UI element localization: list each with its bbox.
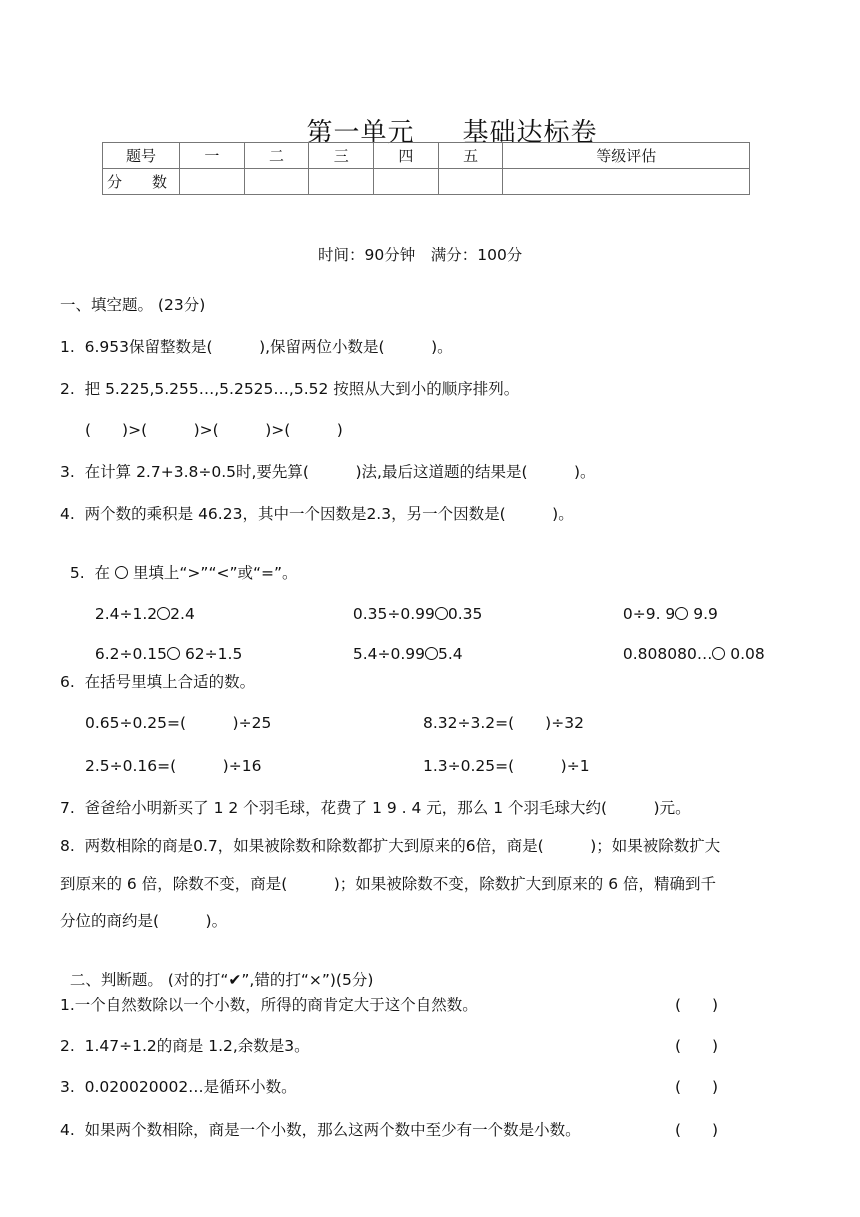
- score-input-cell[interactable]: [374, 169, 439, 195]
- compare-left: 0.808080…: [622, 645, 713, 663]
- compare-right: 0.35: [447, 605, 483, 623]
- check-icon: ✔: [228, 971, 242, 989]
- question-8-line: 8. 两数相除的商是0.7，如果被除数和除数都扩大到原来的6倍，商是( )；如果被除数扩大: [60, 837, 721, 855]
- score-cell: 三: [309, 143, 374, 169]
- score-cell: 四: [374, 143, 439, 169]
- score-cell: 一: [180, 143, 245, 169]
- circle-icon: [115, 566, 128, 579]
- question-1: 1. 6.953保留整数是( ),保留两位小数是( )。: [60, 338, 453, 356]
- judge-item: 1.一个自然数除以一个小数，所得的商肯定大于这个自然数。: [60, 996, 478, 1014]
- fill-item: 2.5÷0.16=( )÷16: [85, 757, 262, 775]
- title-unit: 第一单元: [306, 118, 415, 148]
- score-table: [102, 142, 750, 195]
- score-label: 分 数: [103, 169, 180, 195]
- answer-blank[interactable]: ( ): [675, 1121, 719, 1139]
- question-6: 6. 在括号里填上合适的数。: [60, 673, 256, 691]
- judge-item: 2. 1.47÷1.2的商是 1.2,余数是3。: [60, 1037, 310, 1055]
- question-5-suffix: 里填上“>”“<”或“=”。: [132, 564, 298, 582]
- compare-left: 0÷9. 9: [622, 605, 676, 623]
- question-4: 4. 两个数的乘积是 46.23，其中一个因数是2.3，另一个因数是( )。: [60, 505, 574, 523]
- compare-right: 9.9: [688, 605, 718, 623]
- question-5: [60, 543, 298, 583]
- compare-item: [343, 627, 463, 663]
- page-title: [288, 82, 598, 149]
- score-input-cell[interactable]: [244, 169, 309, 195]
- section2-heading-suffix: ”,错的打“×”)(5分): [241, 971, 374, 989]
- fill-item: 8.32÷3.2=( )÷32: [423, 714, 584, 732]
- score-input-cell[interactable]: [309, 169, 374, 195]
- section-heading: [60, 950, 373, 990]
- score-table-score-row: [103, 169, 750, 195]
- answer-blank[interactable]: ( ): [675, 1037, 719, 1055]
- circle-icon[interactable]: [167, 647, 180, 660]
- score-cell: 二: [244, 143, 309, 169]
- compare-item: [85, 627, 242, 663]
- answer-blank[interactable]: ( ): [675, 996, 719, 1014]
- circle-icon[interactable]: [425, 647, 438, 660]
- score-cell: 题号: [103, 143, 180, 169]
- compare-left: 2.4÷1.2: [94, 605, 158, 623]
- score-table-header-row: [103, 143, 750, 169]
- compare-item: [85, 587, 195, 623]
- circle-icon[interactable]: [675, 607, 688, 620]
- compare-left: 6.2÷0.15: [94, 645, 168, 663]
- judge-item: 3. 0.020020002…是循环小数。: [60, 1078, 297, 1096]
- question-8-line: 到原来的 6 倍，除数不变，商是( )；如果被除数不变，除数扩大到原来的 6 倍，精确到千: [60, 875, 717, 893]
- compare-item: [613, 587, 718, 623]
- circle-icon[interactable]: [157, 607, 170, 620]
- question-3: 3. 在计算 2.7+3.8÷0.5时,要先算( )法,最后这道题的结果是( )。: [60, 463, 596, 481]
- question-2-blanks: ( )>( )>( )>( ): [85, 421, 343, 439]
- judge-item: 4. 如果两个数相除，商是一个小数，那么这两个数中至少有一个数是小数。: [60, 1121, 581, 1139]
- score-input-cell[interactable]: [438, 169, 503, 195]
- section2-heading-prefix: 二、判断题。 (对的打“: [69, 971, 229, 989]
- compare-left: 5.4÷0.99: [352, 645, 426, 663]
- score-cell: 等级评估: [503, 143, 750, 169]
- compare-item: [343, 587, 482, 623]
- compare-item: [613, 627, 765, 663]
- score-input-cell[interactable]: [503, 169, 750, 195]
- compare-right: 5.4: [438, 645, 463, 663]
- question-8-line: 分位的商约是( )。: [60, 912, 228, 930]
- circle-icon[interactable]: [712, 647, 725, 660]
- fill-item: 0.65÷0.25=( )÷25: [85, 714, 272, 732]
- fill-item: 1.3÷0.25=( )÷1: [423, 757, 590, 775]
- compare-right: 0.08: [725, 645, 765, 663]
- circle-icon[interactable]: [435, 607, 448, 620]
- title-sub: 基础达标卷: [462, 118, 598, 148]
- question-5-prefix: 5. 在: [69, 564, 111, 582]
- section-heading: 一、填空题。 (23分): [60, 296, 206, 314]
- compare-right: 62÷1.5: [180, 645, 243, 663]
- compare-right: 2.4: [170, 605, 195, 623]
- time-info: 时间：90分钟 满分：100分: [318, 246, 523, 264]
- score-input-cell[interactable]: [180, 169, 245, 195]
- compare-left: 0.35÷0.99: [352, 605, 435, 623]
- question-2: 2. 把 5.225,5.255…,5.2525…,5.52 按照从大到小的顺序排列。: [60, 380, 520, 398]
- score-cell: 五: [438, 143, 503, 169]
- question-7: 7. 爸爸给小明新买了 1 2 个羽毛球，花费了 1 9 . 4 元，那么 1 个羽毛球大约( )元。: [60, 799, 691, 817]
- answer-blank[interactable]: ( ): [675, 1078, 719, 1096]
